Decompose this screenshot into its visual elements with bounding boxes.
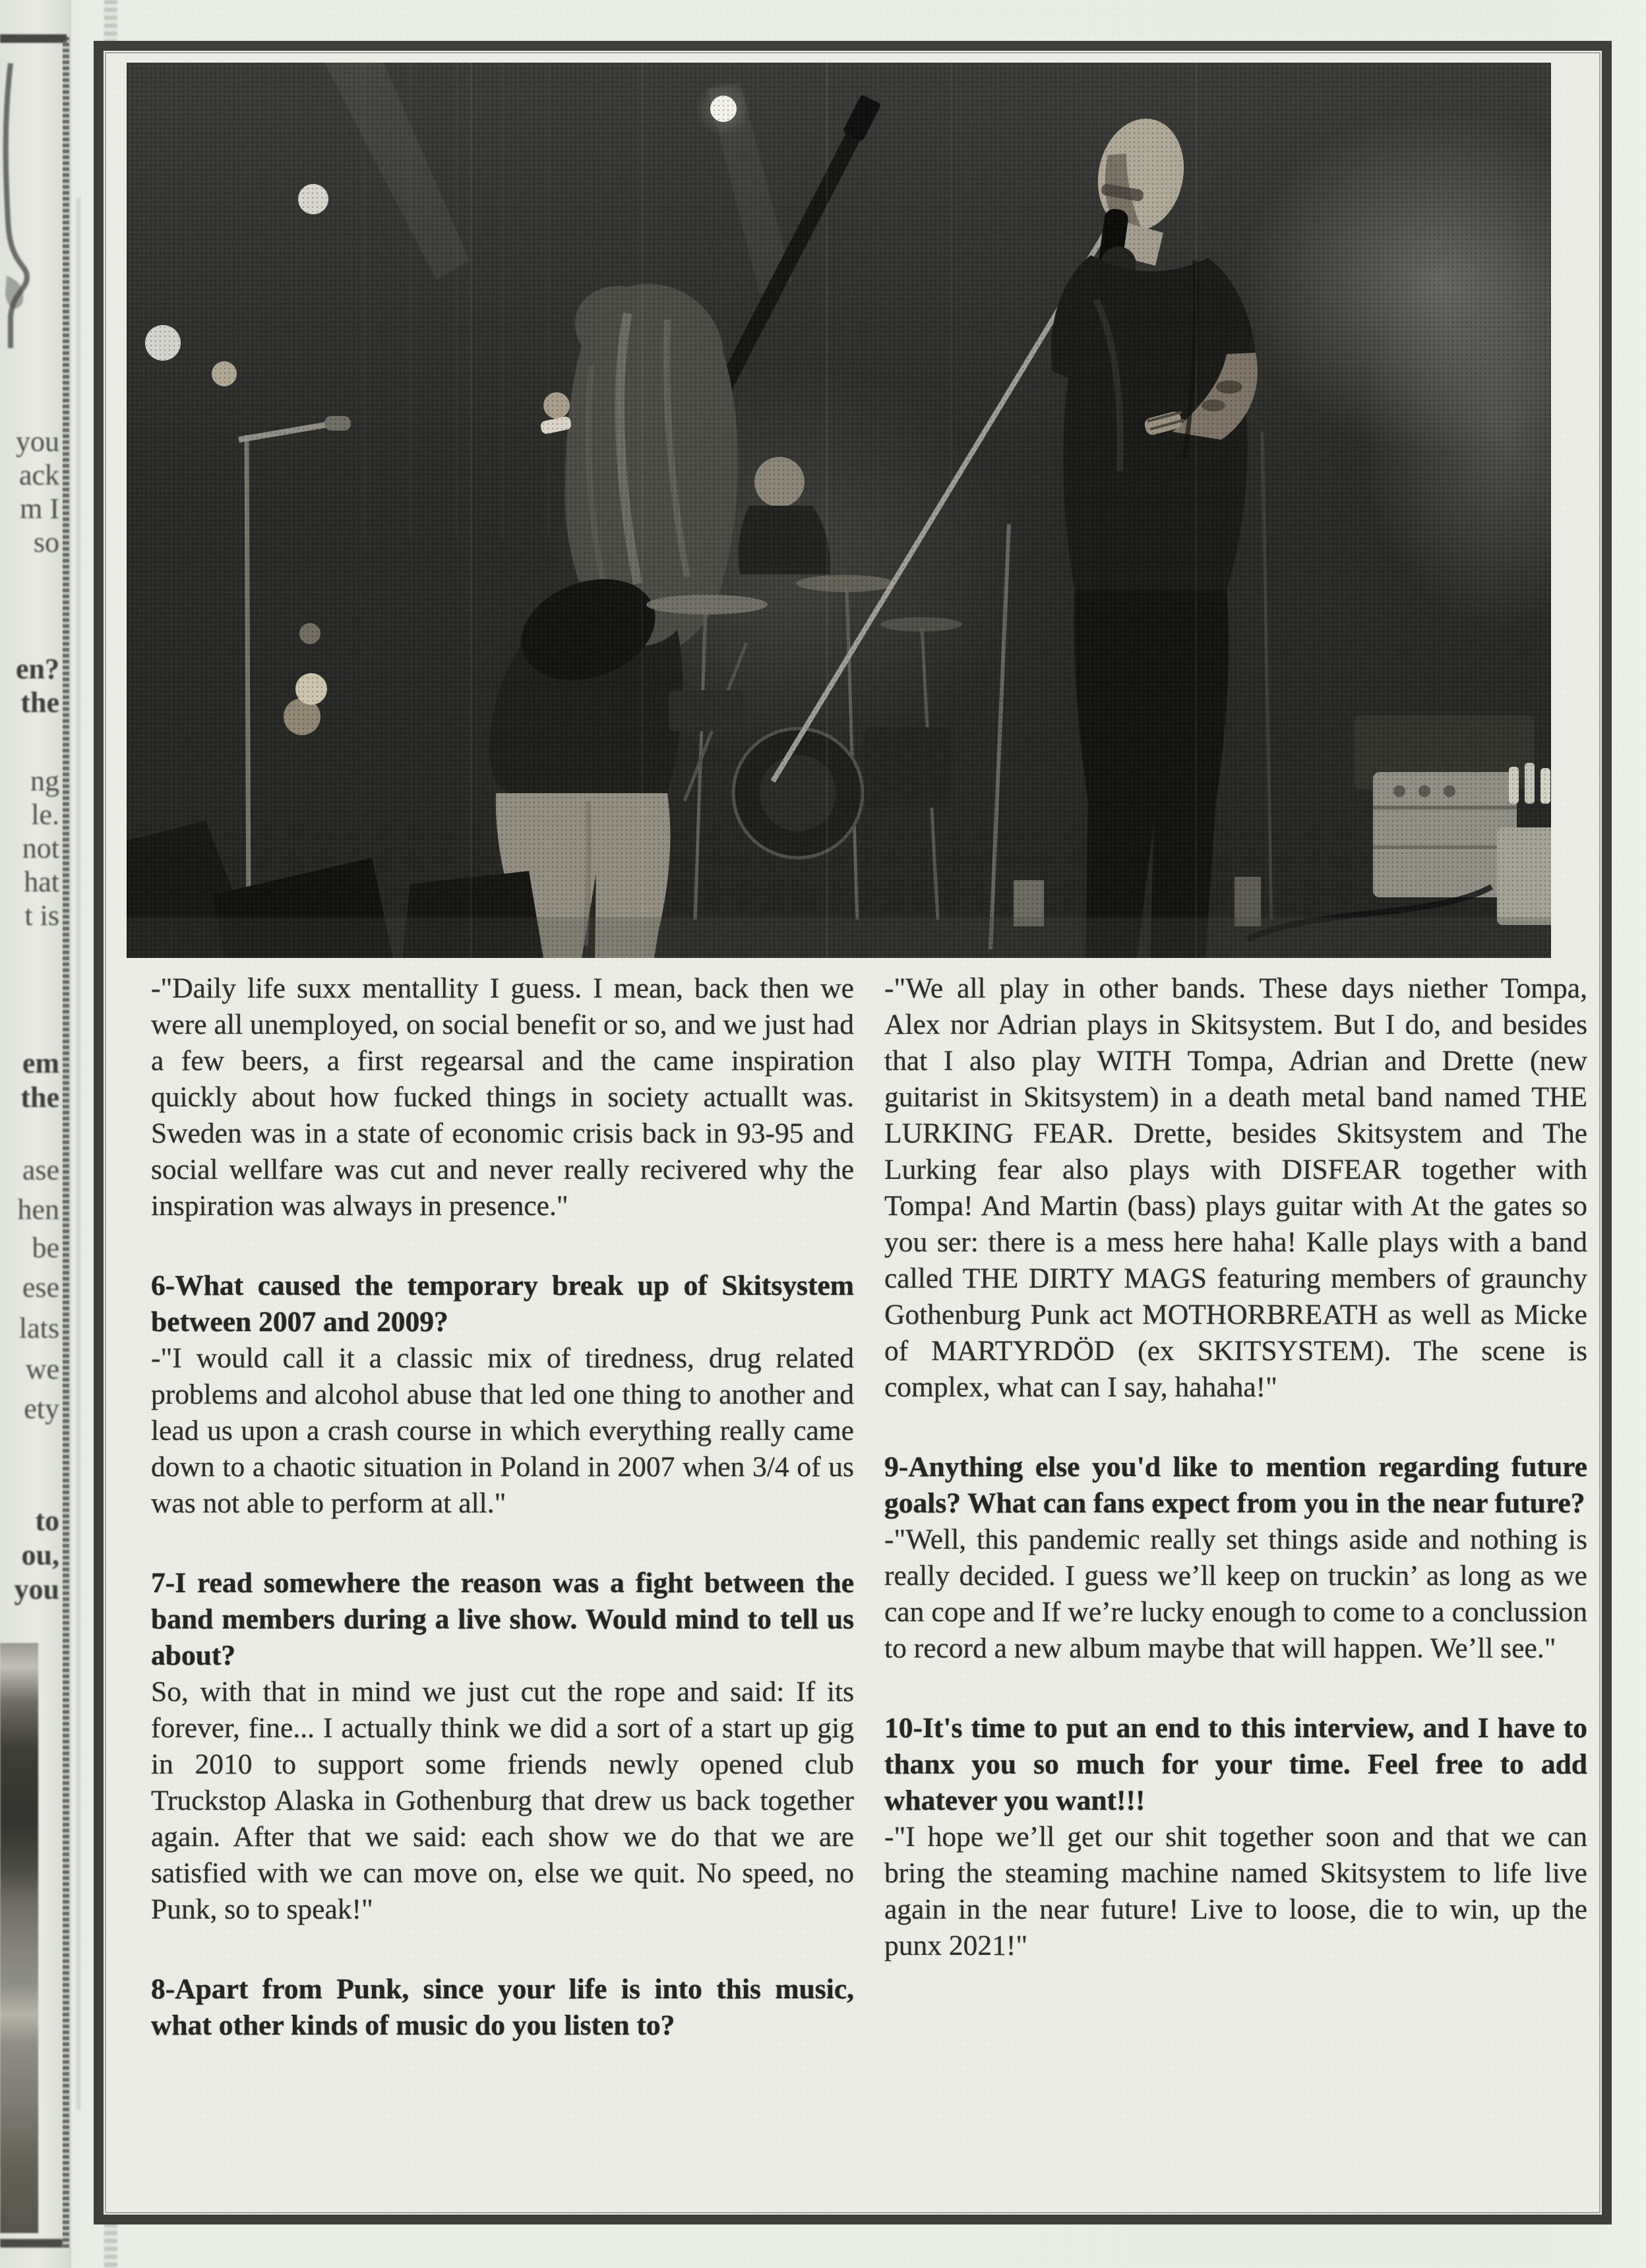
- cutoff-text-fragment: ety: [24, 1392, 59, 1425]
- interview-paragraph: 10-It's time to put an end to this interview, and I have to thanx you so much for your time. Feel free to add whatever you want!!!: [884, 1712, 1587, 1816]
- interview-paragraph: -"I would call it a classic mix of tiredness, drug related problems and alcohol abuse that led one thing to another and lead us upon a crash course in which everything really came down to a chaotic situation in Poland in 2007 when 3/4 of us was not able to perform at all.": [151, 1342, 854, 1519]
- interview-paragraph: 6-What caused the temporary break up of Skitsystem between 2007 and 2009?: [151, 1270, 854, 1338]
- cutoff-text-fragment: em: [22, 1047, 59, 1079]
- interview-paragraph: 9-Anything else you'd like to mention regarding future goals? What can fans expect from you in the near future?: [884, 1451, 1587, 1519]
- cutoff-text-fragment: ack: [18, 459, 59, 491]
- interview-paragraph: -"We all play in other bands. These days niether Tompa, Alex nor Adrian plays in Skitsystem. But I do, and besides that I also play WITH Tompa, Adrian and Drette (new guitarist in Skitsystem) in a death metal band named THE LURKING FEAR. Drette, besides Skitsystem and The Lurking fear also plays with DISFEAR together with Tompa! And Martin (bass) plays guitar with At the gates so you ser: there is a mess here haha! Kalle plays with a band called THE DIRTY MAGS featuring members of graunchy Gothenburg Punk act MOTHORBREATH as well as Micke of MARTYRDÖD (ex SKITSYSTEM). The scene is complex, what can I say, hahaha!": [884, 972, 1587, 1403]
- cutoff-text-fragment: the: [20, 1081, 59, 1114]
- cutoff-text-fragment: ng: [30, 765, 59, 797]
- adjacent-page-border-bottom: [0, 2239, 63, 2248]
- cutoff-text-fragment: be: [32, 1232, 59, 1264]
- adjacent-page-strip: [0, 0, 71, 2268]
- cutoff-text-fragment: hen: [17, 1193, 59, 1226]
- cutoff-text-fragment: hat: [24, 866, 59, 898]
- interview-paragraph: 7-I read somewhere the reason was a fight between the band members during a live show. Would mind to tell us about?: [151, 1567, 854, 1671]
- interview-paragraph: 8-Apart from Punk, since your life is into this music, what other kinds of music do you listen to?: [151, 1973, 854, 2041]
- cutoff-text-fragment: ou,: [21, 1539, 59, 1571]
- interview-paragraph: -"Daily life suxx mentallity I guess. I mean, back then we were all unemployed, on social benefit or so, and we just had a few beers, a first regearsal and the came inspiration quickly about how fucked things in society actuallt was. Sweden was in a state of economic crisis back in 93-95 and social wellfare was cut and never really recivered why the inspiration was always in presence.": [151, 972, 854, 1222]
- band-photo: [127, 63, 1551, 958]
- cutoff-text-fragment: we: [25, 1353, 59, 1385]
- band-photo-art: [127, 63, 1551, 958]
- cutoff-text-fragment: t is: [24, 899, 59, 932]
- cutoff-text-fragment: en?: [16, 653, 59, 685]
- cutoff-text-fragment: not: [22, 832, 59, 864]
- cutoff-text-fragment: ase: [22, 1154, 59, 1186]
- page-edge-line: [63, 37, 69, 2248]
- interview-page-frame: [94, 41, 1612, 2224]
- interview-column-left: [151, 970, 854, 2044]
- cutoff-text-fragment: ese: [22, 1271, 59, 1303]
- interview-column-right: [884, 970, 1587, 1964]
- cutoff-text-fragment: you: [14, 1573, 59, 1605]
- cutoff-text-fragment: you: [16, 425, 59, 458]
- cutoff-text-fragment: the: [20, 686, 59, 719]
- cutoff-text-fragment: le.: [31, 798, 59, 831]
- cutoff-text-fragment: m I: [20, 492, 59, 525]
- interview-paragraph: So, with that in mind we just cut the rope and said: If its forever, fine... I actually think we did a sort of a start up gig in 2010 to support some friends newly opened club Truckstop Alaska in Gothenburg that drew us back together again. After that we said: each show we do that we are satisfied with we can move on, else we quit. No speed, no Punk, so to speak!": [151, 1676, 854, 1925]
- cutoff-text-fragment: so: [33, 526, 59, 558]
- spine-fold-shadow-faint: [76, 198, 80, 2110]
- cutoff-text-fragment: lats: [18, 1312, 59, 1344]
- interview-paragraph: -"Well, this pandemic really set things aside and nothing is really decided. I guess we’ll keep on truckin’ as long as we can cope and If we’re lucky enough to come to a conclussion to record a new album maybe that will happen. We’ll see.": [884, 1524, 1587, 1664]
- adjacent-page-photo-fragment: [0, 1643, 38, 2233]
- halftone-grain: [127, 63, 1551, 958]
- cutoff-text-fragment: to: [35, 1505, 59, 1537]
- interview-paragraph: -"I hope we’ll get our shit together soon and that we can bring the steaming machine named Skitsystem to life live again in the near future! Live to loose, die to win, up the punx 2021!": [884, 1821, 1587, 1961]
